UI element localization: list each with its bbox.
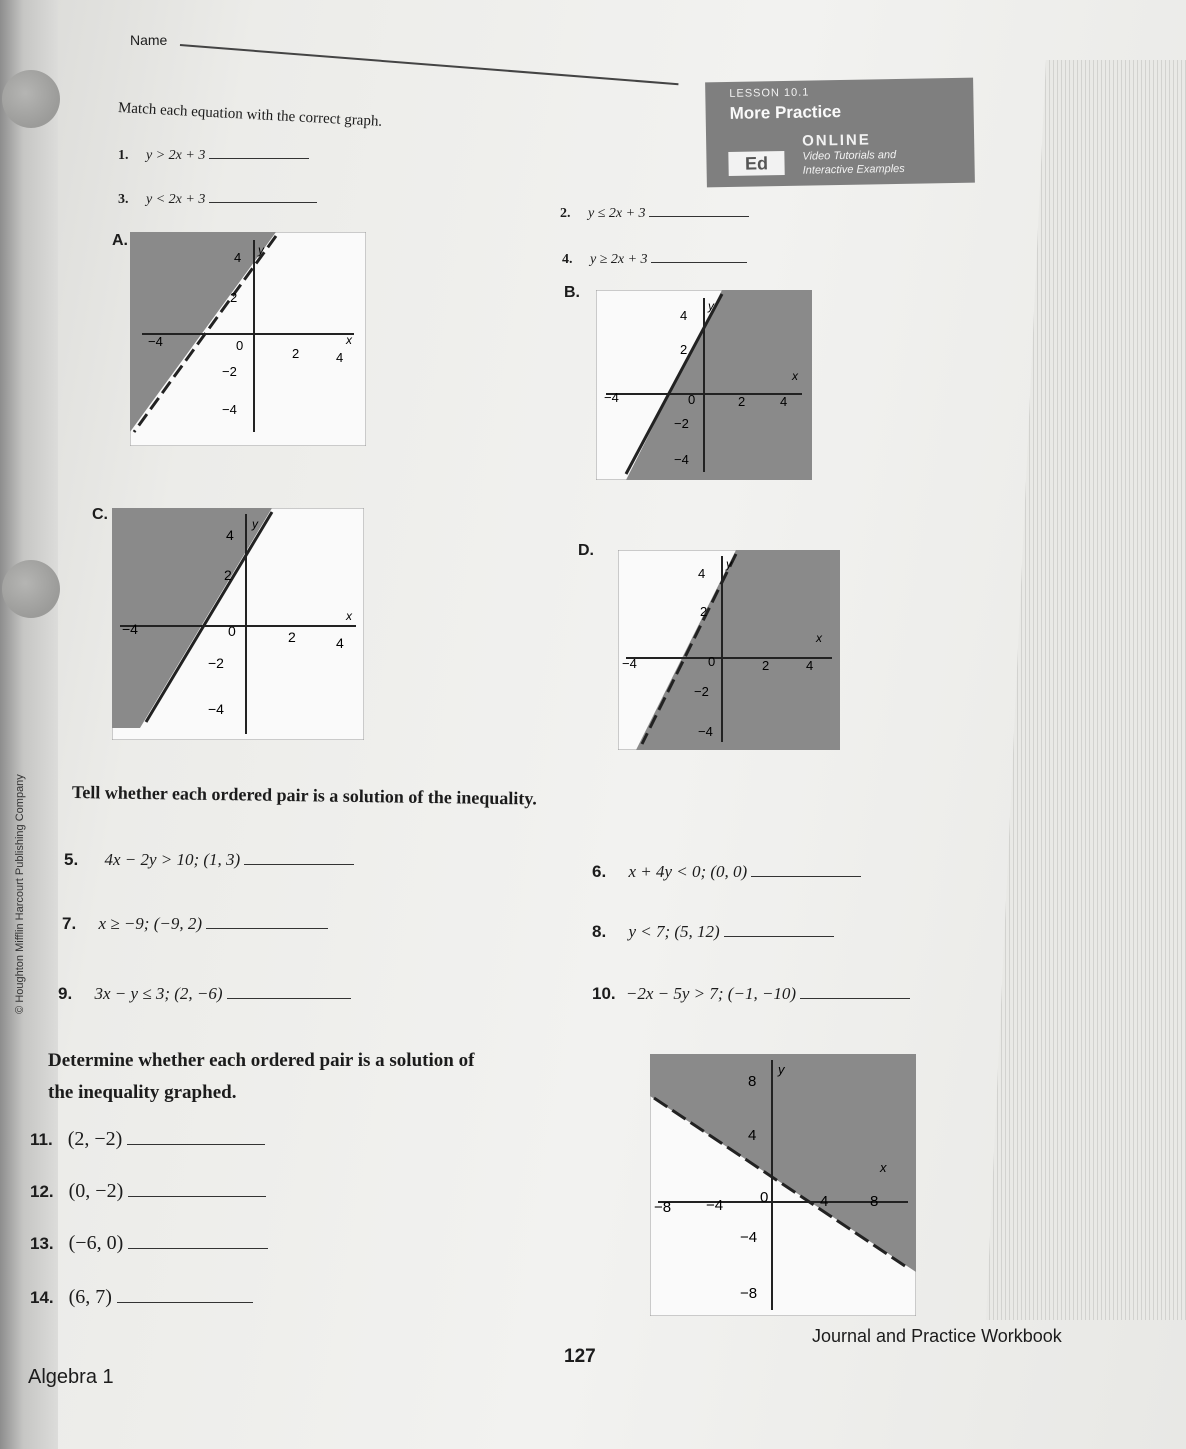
graph-a-tick-y4: 4 bbox=[234, 250, 242, 265]
graph-inequality-tick-x4: 4 bbox=[820, 1193, 829, 1210]
graph-a-tick-x2: 2 bbox=[292, 346, 300, 361]
graph-inequality-tick-x-8: −8 bbox=[654, 1199, 672, 1216]
graph-d-x-label: x bbox=[816, 631, 822, 645]
graph-b bbox=[596, 290, 812, 480]
graph-d-tick-x2: 2 bbox=[762, 658, 770, 673]
graph-a-tick-x4: 4 bbox=[336, 350, 344, 365]
graph-c-tick-x4: 4 bbox=[336, 635, 344, 651]
graph-inequality bbox=[650, 1054, 916, 1316]
graph-b-tick-x-4: −4 bbox=[604, 390, 619, 405]
match-item-2-number: 2. bbox=[560, 206, 571, 221]
copyright-note: © Houghton Mifflin Harcourt Publishing Company bbox=[14, 774, 26, 1014]
graphed-item-12-number: 12. bbox=[30, 1182, 54, 1201]
graph-d-tick-x-4: −4 bbox=[622, 656, 637, 671]
match-item-1 bbox=[118, 140, 309, 164]
solution-item-8-number: 8. bbox=[592, 922, 607, 941]
match-item-3-equation: y < 2x + 3 bbox=[146, 192, 206, 207]
binder-hole-middle bbox=[2, 560, 60, 618]
solution-item-8 bbox=[592, 918, 834, 942]
graphed-item-13 bbox=[30, 1230, 268, 1255]
graphed-item-11-pair: (2, −2) bbox=[67, 1128, 123, 1150]
lesson-number: LESSON 10.1 bbox=[729, 86, 810, 100]
graph-c-y-label: y bbox=[252, 517, 258, 531]
solutions-instruction: Tell whether each ordered pair is a solution of the inequality. bbox=[71, 782, 537, 809]
graph-a-tick-y-2: −2 bbox=[222, 364, 237, 379]
match-item-4-number: 4. bbox=[562, 252, 573, 267]
lesson-banner bbox=[705, 78, 975, 188]
graph-a-tick-y2: 2 bbox=[230, 290, 238, 305]
solution-item-5 bbox=[64, 846, 354, 870]
match-item-1-answer[interactable] bbox=[209, 140, 309, 159]
page-stack-edge bbox=[986, 60, 1186, 1320]
ed-logo-text: Ed bbox=[744, 153, 769, 174]
graph-b-origin: 0 bbox=[688, 392, 696, 407]
graph-d-origin: 0 bbox=[708, 654, 716, 669]
online-label: ONLINE bbox=[801, 131, 871, 150]
graphed-item-12-answer[interactable] bbox=[128, 1178, 266, 1197]
name-label: Name bbox=[130, 32, 168, 48]
solution-item-10-expr: −2x − 5y > 7; (−1, −10) bbox=[625, 984, 797, 1003]
graph-c-tick-y-2: −2 bbox=[208, 655, 224, 671]
graph-d bbox=[618, 550, 840, 750]
match-item-3-answer[interactable] bbox=[209, 184, 317, 203]
match-item-2 bbox=[560, 198, 749, 222]
solution-item-6 bbox=[592, 858, 861, 882]
course-name: Algebra 1 bbox=[28, 1366, 114, 1388]
graph-inequality-tick-y-4: −4 bbox=[740, 1229, 758, 1246]
graph-d-tick-x4: 4 bbox=[806, 658, 814, 673]
graph-b-y-label: y bbox=[708, 299, 714, 313]
match-instruction: Match each equation with the correct graph. bbox=[117, 100, 383, 130]
name-line bbox=[180, 44, 679, 85]
graph-inequality-origin: 0 bbox=[760, 1189, 769, 1206]
graphed-item-14-number: 14. bbox=[30, 1288, 54, 1307]
graphed-item-11-answer[interactable] bbox=[127, 1126, 265, 1145]
graph-a-tick-y-4: −4 bbox=[222, 402, 237, 417]
solution-item-5-number: 5. bbox=[64, 850, 79, 869]
graph-c bbox=[112, 508, 364, 740]
solution-item-10-answer[interactable] bbox=[800, 980, 910, 999]
match-item-1-number: 1. bbox=[118, 148, 129, 163]
graph-c-x-label: x bbox=[346, 609, 352, 623]
book-title: Journal and Practice Workbook bbox=[812, 1326, 1062, 1346]
graph-c-tick-y-4: −4 bbox=[208, 701, 224, 717]
graph-a-label: A. bbox=[112, 232, 128, 249]
solution-item-9-answer[interactable] bbox=[227, 980, 351, 999]
solution-item-7-answer[interactable] bbox=[206, 910, 328, 929]
graph-a bbox=[130, 232, 366, 446]
match-item-4 bbox=[562, 244, 747, 268]
graph-c-label: C. bbox=[92, 506, 108, 523]
graph-b-tick-x4: 4 bbox=[780, 394, 788, 409]
graph-inequality-y-label: y bbox=[778, 1062, 785, 1077]
graph-c-tick-x2: 2 bbox=[288, 629, 296, 645]
graphed-item-14 bbox=[30, 1284, 253, 1309]
graph-c-tick-x-4: −4 bbox=[122, 621, 138, 637]
solution-item-10-number: 10. bbox=[592, 984, 616, 1003]
solution-item-10 bbox=[592, 980, 910, 1004]
graph-b-tick-y-2: −2 bbox=[674, 416, 689, 431]
solution-item-8-answer[interactable] bbox=[724, 918, 834, 937]
graphed-instruction-line1: Determine whether each ordered pair is a solution of bbox=[48, 1050, 475, 1071]
solution-item-5-expr: 4x − 2y > 10; (1, 3) bbox=[104, 850, 241, 869]
graph-d-tick-y-2: −2 bbox=[694, 684, 709, 699]
solution-item-7 bbox=[62, 910, 328, 934]
graph-a-y-label: y bbox=[258, 243, 264, 257]
graphed-instruction-line2: the inequality graphed. bbox=[48, 1082, 237, 1103]
graphed-item-13-answer[interactable] bbox=[128, 1230, 268, 1249]
graph-b-tick-y-4: −4 bbox=[674, 452, 689, 467]
graph-c-tick-y4: 4 bbox=[226, 527, 234, 543]
graphed-item-11-number: 11. bbox=[30, 1130, 53, 1149]
graph-b-tick-y4: 4 bbox=[680, 308, 688, 323]
solution-item-9 bbox=[58, 980, 351, 1004]
more-practice-title: More Practice bbox=[729, 101, 842, 123]
graph-b-x-label: x bbox=[792, 369, 798, 383]
solution-item-6-number: 6. bbox=[592, 862, 607, 881]
ed-logo bbox=[728, 151, 784, 176]
match-item-4-equation: y ≥ 2x + 3 bbox=[590, 252, 648, 267]
solution-item-6-expr: x + 4y < 0; (0, 0) bbox=[628, 862, 748, 881]
graphed-item-13-pair: (−6, 0) bbox=[68, 1232, 124, 1254]
match-item-2-equation: y ≤ 2x + 3 bbox=[588, 206, 646, 221]
graphed-item-11 bbox=[30, 1126, 265, 1151]
graph-b-tick-y2: 2 bbox=[680, 342, 688, 357]
graphed-item-12 bbox=[30, 1178, 266, 1203]
graph-inequality-tick-x8: 8 bbox=[870, 1193, 879, 1210]
solution-item-8-expr: y < 7; (5, 12) bbox=[628, 922, 720, 941]
match-item-3-number: 3. bbox=[118, 192, 129, 207]
solution-item-9-expr: 3x − y ≤ 3; (2, −6) bbox=[94, 984, 223, 1003]
graph-c-tick-y2: 2 bbox=[224, 567, 232, 583]
graph-inequality-tick-y-8: −8 bbox=[740, 1285, 758, 1302]
solution-item-5-answer[interactable] bbox=[244, 846, 354, 865]
solution-item-6-answer[interactable] bbox=[751, 858, 861, 877]
graph-a-x-label: x bbox=[346, 333, 352, 347]
page-number: 127 bbox=[564, 1346, 596, 1367]
graph-c-origin: 0 bbox=[228, 623, 236, 639]
graph-d-y-label: y bbox=[726, 557, 732, 571]
video-tutorials-line2: Interactive Examples bbox=[802, 162, 905, 177]
graph-d-tick-y2: 2 bbox=[700, 604, 708, 619]
graph-b-tick-x2: 2 bbox=[738, 394, 746, 409]
graph-b-label: B. bbox=[564, 284, 580, 301]
match-item-3 bbox=[118, 184, 317, 208]
solution-item-7-expr: x ≥ −9; (−9, 2) bbox=[98, 914, 202, 933]
solution-item-9-number: 9. bbox=[58, 984, 73, 1003]
match-item-2-answer[interactable] bbox=[649, 198, 749, 217]
graph-a-tick-x-4: −4 bbox=[148, 334, 163, 349]
graphed-item-14-pair: (6, 7) bbox=[68, 1286, 112, 1308]
solution-item-7-number: 7. bbox=[62, 914, 77, 933]
graph-inequality-tick-y4: 4 bbox=[748, 1127, 757, 1144]
graphed-item-12-pair: (0, −2) bbox=[68, 1180, 124, 1202]
match-item-1-equation: y > 2x + 3 bbox=[146, 148, 206, 163]
graph-inequality-x-label: x bbox=[880, 1160, 887, 1175]
graph-d-tick-y-4: −4 bbox=[698, 724, 713, 739]
match-item-4-answer[interactable] bbox=[651, 244, 747, 263]
video-tutorials-line1: Video Tutorials and bbox=[802, 149, 897, 163]
graph-d-label: D. bbox=[578, 542, 594, 559]
graph-d-tick-y4: 4 bbox=[698, 566, 706, 581]
binder-hole-top bbox=[2, 70, 60, 128]
graphed-item-14-answer[interactable] bbox=[117, 1284, 253, 1303]
graphed-item-13-number: 13. bbox=[30, 1234, 54, 1253]
graph-inequality-tick-y8: 8 bbox=[748, 1073, 757, 1090]
graph-a-origin: 0 bbox=[236, 338, 244, 353]
graph-inequality-tick-x-4: −4 bbox=[706, 1197, 724, 1214]
